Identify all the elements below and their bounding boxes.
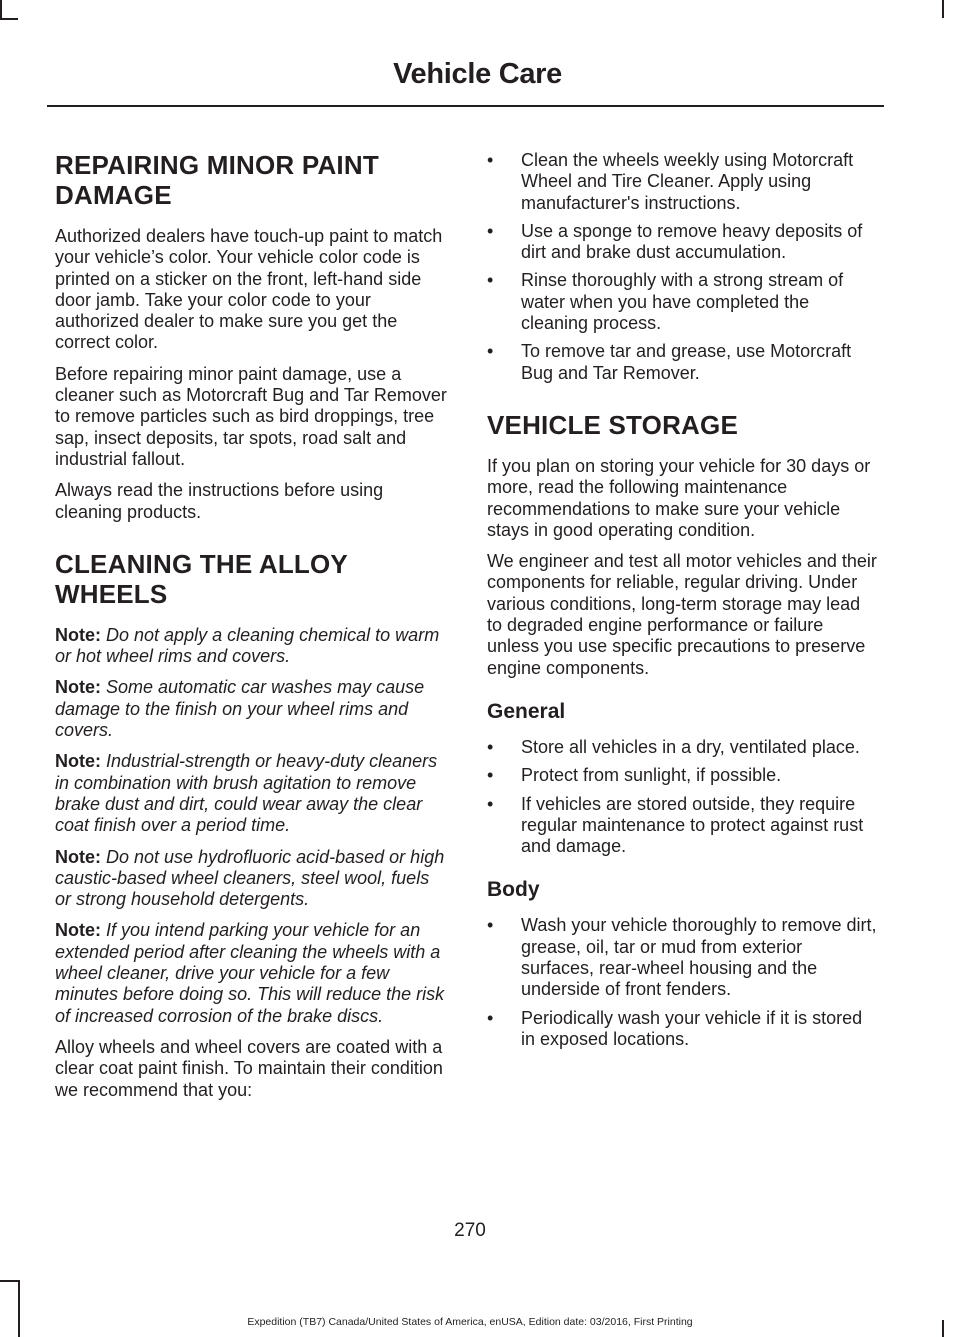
bullet: • — [487, 793, 494, 814]
list-item — [487, 270, 879, 334]
bullet: • — [487, 150, 494, 170]
note — [55, 847, 447, 911]
list-item — [487, 221, 879, 264]
list-item — [487, 341, 879, 384]
paragraph: We engineer and test all motor vehicles and their components for reliable, regular driving. Under various conditions, long-term storage may lead to degraded engine performance or failure unless you use specific precautions to preserve engine components. — [487, 551, 877, 678]
note-label: Note: — [55, 624, 101, 645]
list-item-text: Clean the wheels weekly using Motorcraft Wheel and Tire Cleaner. Apply using manufacturer's instructions. — [521, 150, 854, 213]
list-item-text: Use a sponge to remove heavy deposits of dirt and brake dust accumulation. — [521, 220, 863, 263]
crop-mark-bottom-left-v — [18, 1280, 20, 1337]
note — [55, 677, 447, 741]
crop-mark-bottom-left — [0, 1280, 18, 1282]
header-divider — [47, 105, 884, 107]
list-item — [487, 737, 879, 758]
edition-footer: Expedition (TB7) Canada/United States of America, enUSA, Edition date: 03/2016, First Printing — [247, 1316, 693, 1328]
list-item-text: Protect from sunlight, if possible. — [521, 765, 782, 786]
page-number: 270 — [454, 1220, 486, 1241]
note-label: Note: — [55, 920, 101, 941]
list-item — [487, 765, 879, 786]
bullet: • — [487, 765, 494, 786]
section-title-alloy-wheels: CLEANING THE ALLOY WHEELS — [55, 548, 348, 609]
list-item — [487, 150, 879, 214]
left-column — [55, 150, 447, 1111]
note — [55, 920, 447, 1026]
paragraph: Alloy wheels and wheel covers are coated with a clear coat paint finish. To maintain their condition we recommend that you: — [55, 1036, 443, 1100]
list-item-text: Periodically wash your vehicle if it is stored in exposed locations. — [521, 1007, 863, 1049]
paragraph: Always read the instructions before using cleaning products. — [55, 480, 384, 522]
list-item-text: If vehicles are stored outside, they require regular maintenance to protect against rust and damage. — [521, 793, 864, 857]
paragraph: Authorized dealers have touch-up paint to match your vehicle’s color. Your vehicle color code is printed on a sticker on the front, left-hand side door jamb. Take your color code to your authorized dealer to make sure you get the correct color. — [55, 226, 443, 353]
note — [55, 751, 447, 836]
note — [55, 625, 447, 668]
section-title-paint-damage: REPAIRING MINOR PAINT DAMAGE — [55, 150, 379, 210]
note-label: Note: — [55, 846, 101, 867]
subsection-title-body: Body — [487, 878, 540, 902]
crop-mark-bottom-right — [942, 1320, 944, 1337]
note-label: Note: — [55, 751, 101, 772]
paragraph: If you plan on storing your vehicle for 30 days or more, read the following maintenance recommendations to make sure your vehicle stays in good operating condition. — [487, 455, 871, 540]
note-text: If you intend parking your vehicle for an extended period after cleaning the wheels with a wheel cleaner, drive your vehicle for a few minutes before doing so. This will reduce the risk of increased corrosion of the brake discs. — [55, 920, 445, 1026]
list-item-text: To remove tar and grease, use Motorcraft Bug and Tar Remover. — [521, 341, 852, 383]
body-list — [487, 915, 879, 1050]
note-text: Do not apply a cleaning chemical to warm or hot wheel rims and covers. — [55, 624, 440, 667]
note-text: Some automatic car washes may cause damage to the finish on your wheel rims and covers. — [55, 677, 425, 741]
bullet: • — [487, 736, 494, 757]
general-list — [487, 737, 879, 857]
paragraph: Before repairing minor paint damage, use a cleaner such as Motorcraft Bug and Tar Remover to remove particles such as bird droppings, tree sap, insect deposits, tar spots, road salt and industrial fallout. — [55, 363, 447, 469]
bullet: • — [487, 341, 494, 362]
list-item — [487, 915, 879, 1000]
note-text: Do not use hydrofluoric acid-based or high caustic-based wheel cleaners, steel wool, fuels or strong household detergents. — [55, 846, 445, 910]
page-header-title: Vehicle Care — [393, 58, 562, 90]
right-column — [487, 150, 879, 1060]
bullet: • — [487, 270, 494, 291]
bullet: • — [487, 220, 494, 241]
bullet: • — [487, 915, 494, 936]
list-item — [487, 794, 879, 858]
list-item — [487, 1008, 879, 1051]
list-item-text: Rinse thoroughly with a strong stream of water when you have completed the cleaning process. — [521, 270, 844, 334]
note-label: Note: — [55, 677, 101, 698]
wheel-care-list — [487, 150, 879, 384]
list-item-text: Store all vehicles in a dry, ventilated place. — [521, 736, 860, 757]
crop-mark-top-right — [942, 0, 944, 18]
crop-mark-top-left-h — [0, 18, 18, 20]
section-title-vehicle-storage: VEHICLE STORAGE — [487, 409, 739, 440]
note-text: Industrial-strength or heavy-duty cleaners in combination with brush agitation to remove brake dust and dirt, could wear away the clear coat finish over a period time. — [55, 751, 438, 836]
subsection-title-general: General — [487, 699, 566, 723]
list-item-text: Wash your vehicle thoroughly to remove dirt, grease, oil, tar or mud from exterior surfaces, rear-wheel housing and the underside of front fenders. — [521, 915, 877, 1000]
bullet: • — [487, 1007, 494, 1028]
crop-mark-top-left — [0, 0, 2, 18]
